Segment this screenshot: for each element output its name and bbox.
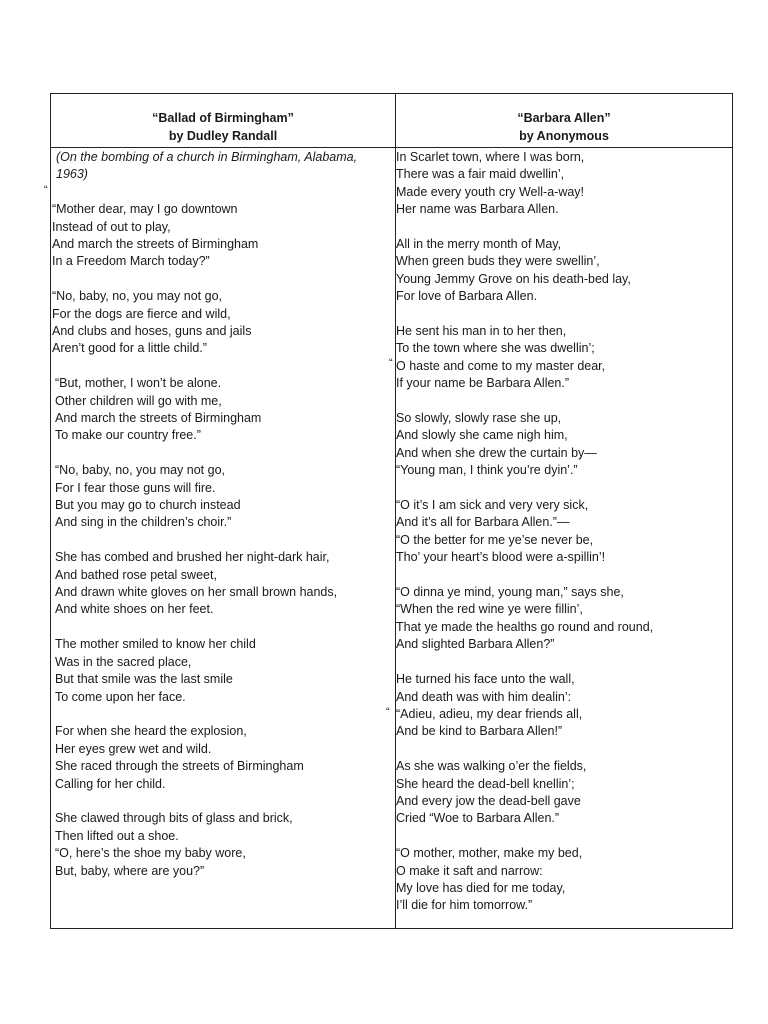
right-header <box>396 110 732 146</box>
poem-line: To the town where she was dwellin’; <box>396 341 595 356</box>
right-poem-author: by Anonymous <box>519 128 609 143</box>
poem-line: To make our country free.” <box>55 428 201 443</box>
poem-line: She has combed and brushed her night-dark hair, <box>55 550 330 565</box>
poem-line: And march the streets of Birmingham <box>52 237 259 252</box>
poem-line: And white shoes on her feet. <box>55 602 214 617</box>
poem-line: I’ll die for him tomorrow.” <box>396 898 533 913</box>
header-divider <box>51 147 732 148</box>
right-poem-title: “Barbara Allen” <box>517 111 611 125</box>
poem-line: “But, mother, I won’t be alone. <box>55 376 222 391</box>
right-poem-body <box>396 149 726 915</box>
left-poem-body <box>52 149 388 880</box>
left-poem-author: by Dudley Randall <box>168 128 278 143</box>
poem-line: To come upon her face. <box>55 689 186 704</box>
poem-line: Tho’ your heart’s blood were a-spillin’! <box>396 550 606 565</box>
poem-line: Was in the sacred place, <box>55 654 192 669</box>
poem-line: And clubs and hoses, guns and jails <box>52 324 252 339</box>
poem-line: In a Freedom March today?” <box>52 254 210 269</box>
poem-line: And slowly she came nigh him, <box>396 428 568 443</box>
poem-line: Made every youth cry Well-a-way! <box>396 184 585 199</box>
poem-line: So slowly, slowly rase she up, <box>396 411 562 426</box>
poem-line: “Mother dear, may I go downtown <box>52 202 238 217</box>
poem-line: He sent his man in to her then, <box>396 324 567 339</box>
poem-line: “O the better for me ye’se never be, <box>396 532 594 547</box>
poem-line: When green buds they were swellin’, <box>396 254 600 269</box>
poem-line: For when she heard the explosion, <box>55 724 247 739</box>
poem-line: For I fear those guns will fire. <box>55 480 216 495</box>
stray-quote-mark: “ <box>44 184 48 196</box>
poem-line: Cried “Woe to Barbara Allen.” <box>396 811 560 826</box>
poem-line: And death was with him dealin’: <box>396 689 572 704</box>
poem-line: Then lifted out a shoe. <box>55 828 179 843</box>
poem-line: As she was walking o’er the fields, <box>396 759 587 774</box>
poem-line: Her eyes grew wet and wild. <box>55 741 212 756</box>
poem-line: “No, baby, no, you may not go, <box>52 289 223 304</box>
poem-line: He turned his face unto the wall, <box>396 672 575 687</box>
poem-line: “O dinna ye mind, young man,” says she, <box>396 585 624 600</box>
poem-line: “O, here’s the shoe my baby wore, <box>55 846 246 861</box>
poem-line: “When the red wine ye were fillin’, <box>396 602 583 617</box>
poem-line: O make it saft and narrow: <box>396 863 543 878</box>
poem-line: For love of Barbara Allen. <box>396 289 538 304</box>
poem-line: But, baby, where are you?” <box>55 863 205 878</box>
stray-quote-mark: “ <box>389 357 393 369</box>
poem-line: Aren’t good for a little child.” <box>52 341 207 356</box>
poem-line: There was a fair maid dwellin’, <box>396 167 565 182</box>
poem-comparison-table <box>50 93 733 929</box>
poem-line: “No, baby, no, you may not go, <box>55 463 226 478</box>
poem-line: She raced through the streets of Birmingham <box>55 759 304 774</box>
poem-line: “Young man, I think you’re dyin’.” <box>396 463 578 478</box>
poem-line: She heard the dead-bell knellin’; <box>396 776 575 791</box>
poem-line: But that smile was the last smile <box>55 672 233 687</box>
poem-line: “O mother, mother, make my bed, <box>396 846 583 861</box>
poem-line: In Scarlet town, where I was born, <box>396 150 585 164</box>
poem-line: And be kind to Barbara Allen!” <box>396 724 563 739</box>
left-poem-title: “Ballad of Birmingham” <box>152 111 294 125</box>
poem-line: Other children will go with me, <box>55 393 222 408</box>
poem-line: O haste and come to my master dear, <box>396 358 606 373</box>
poem-line: And sing in the children’s choir.” <box>55 515 232 530</box>
poem-line: My love has died for me today, <box>396 880 566 895</box>
poem-line: And march the streets of Birmingham <box>55 411 262 426</box>
poem-line: And drawn white gloves on her small brown hands, <box>55 585 338 600</box>
left-header <box>51 110 395 146</box>
poem-line: For the dogs are fierce and wild, <box>52 306 231 321</box>
poem-line: The mother smiled to know her child <box>55 637 256 652</box>
poem-line: And it’s all for Barbara Allen.”— <box>396 515 570 530</box>
poem-line: And every jow the dead-bell gave <box>396 793 581 808</box>
poem-line: And slighted Barbara Allen?” <box>396 637 555 652</box>
stray-quote-mark: “ <box>386 706 390 718</box>
poem-line: If your name be Barbara Allen.” <box>396 376 570 391</box>
poem-line: Instead of out to play, <box>52 219 171 234</box>
poem-line: And when she drew the curtain by— <box>396 445 597 460</box>
poem-line: Her name was Barbara Allen. <box>396 202 559 217</box>
poem-line: Calling for her child. <box>55 776 166 791</box>
poem-line: But you may go to church instead <box>55 498 241 513</box>
poem-line: That ye made the healths go round and round, <box>396 619 654 634</box>
poem-line: All in the merry month of May, <box>396 237 562 252</box>
poem-line: Young Jemmy Grove on his death-bed lay, <box>396 271 631 286</box>
poem-line: “O it’s I am sick and very very sick, <box>396 498 589 513</box>
poem-line: And bathed rose petal sweet, <box>55 567 217 582</box>
poem-line: She clawed through bits of glass and brick, <box>55 811 293 826</box>
poem-line: “Adieu, adieu, my dear friends all, <box>396 706 583 721</box>
poem-note: (On the bombing of a church in Birmingham, Alabama, 1963) <box>56 150 358 182</box>
